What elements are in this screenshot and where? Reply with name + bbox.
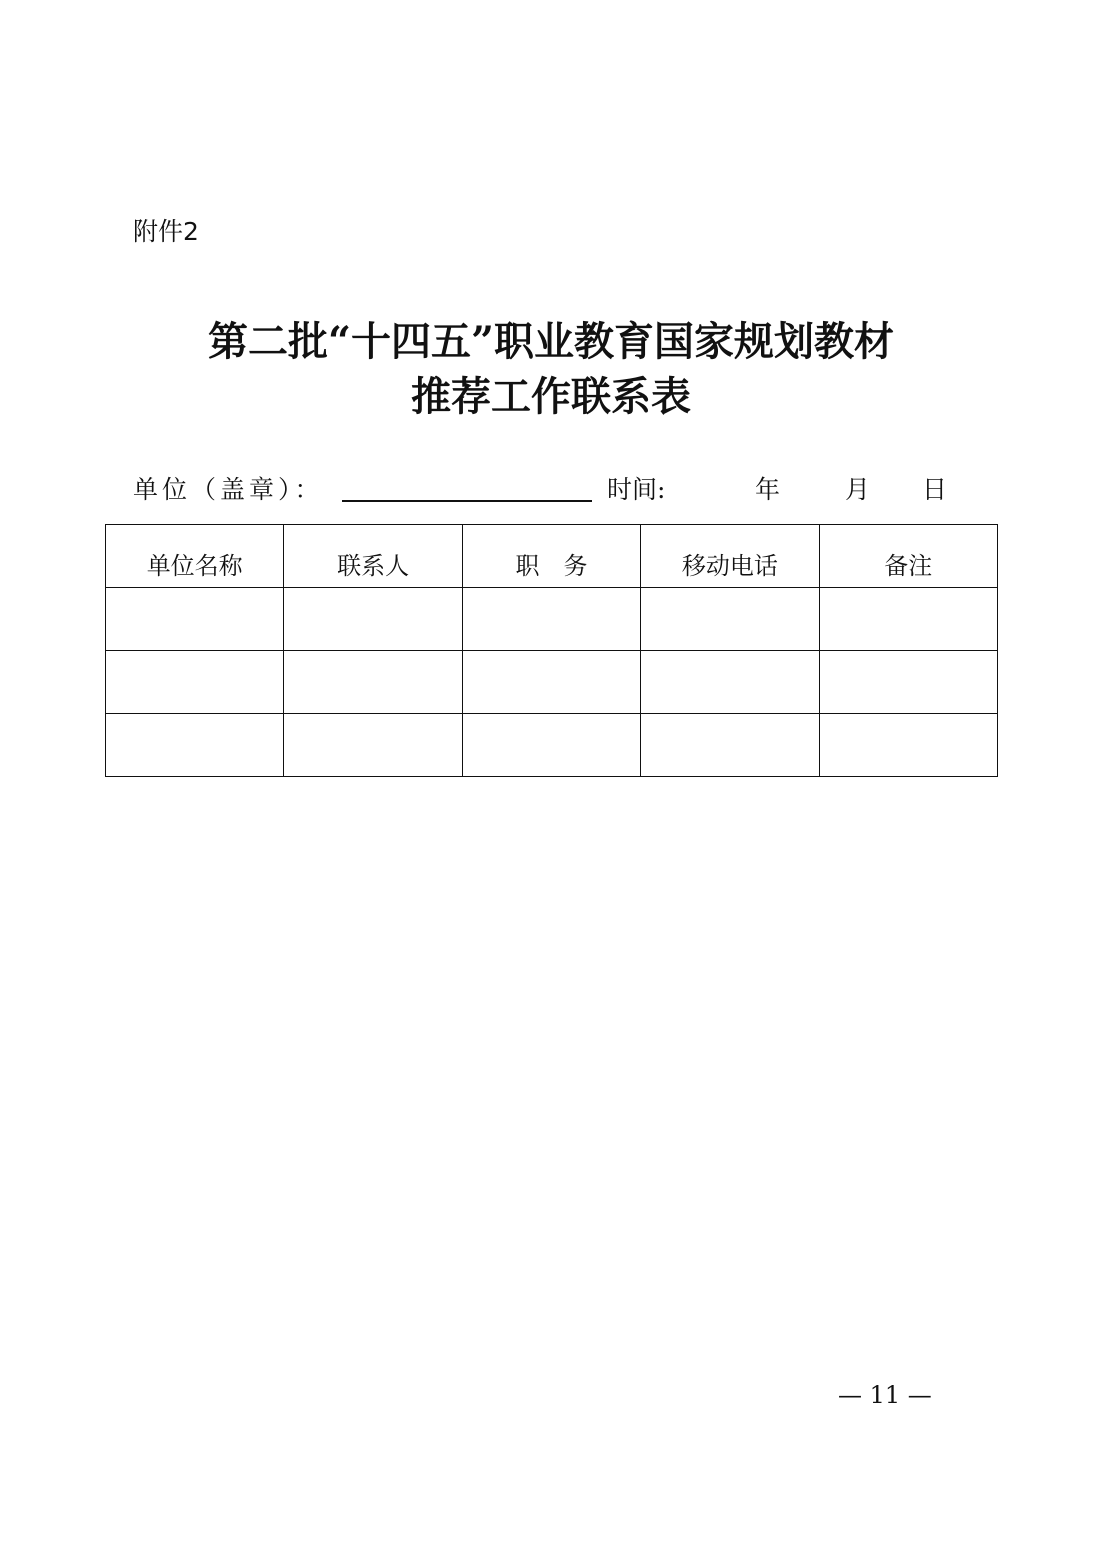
- table-cell[interactable]: [106, 588, 284, 651]
- table-cell[interactable]: [462, 651, 640, 714]
- header-contact-person: 联系人: [284, 525, 462, 588]
- unit-stamp-label: 单位（盖章）：: [133, 475, 324, 504]
- day-label: 日: [922, 475, 948, 504]
- table-header-row: [106, 525, 998, 588]
- table-cell[interactable]: [462, 714, 640, 777]
- table-cell[interactable]: [819, 714, 997, 777]
- unit-blank-line[interactable]: [342, 500, 592, 502]
- table-cell[interactable]: [284, 588, 462, 651]
- contact-table: [105, 524, 998, 777]
- table-row: [106, 714, 998, 777]
- year-label: 年: [755, 475, 781, 504]
- header-remarks: 备注: [819, 525, 997, 588]
- table-cell[interactable]: [284, 651, 462, 714]
- attachment-label: 附件2: [133, 217, 199, 246]
- table-cell[interactable]: [284, 714, 462, 777]
- header-mobile-phone: 移动电话: [641, 525, 819, 588]
- table-cell[interactable]: [641, 588, 819, 651]
- table-cell[interactable]: [819, 651, 997, 714]
- time-label: 时间:: [607, 475, 666, 504]
- document-title-line1: 第二批“十四五”职业教育国家规划教材: [207, 318, 894, 365]
- month-label: 月: [845, 475, 871, 504]
- header-unit-name: 单位名称: [106, 525, 284, 588]
- table-row: [106, 588, 998, 651]
- header-position: 职 务: [462, 525, 640, 588]
- table-cell[interactable]: [106, 651, 284, 714]
- table-row: [106, 651, 998, 714]
- form-meta-row: [133, 470, 963, 510]
- table-cell[interactable]: [106, 714, 284, 777]
- table-cell[interactable]: [819, 588, 997, 651]
- page-number: — 11 —: [838, 1381, 932, 1409]
- table-cell[interactable]: [641, 714, 819, 777]
- document-title-line2: 推荐工作联系表: [411, 373, 691, 420]
- table-cell[interactable]: [462, 588, 640, 651]
- table-cell[interactable]: [641, 651, 819, 714]
